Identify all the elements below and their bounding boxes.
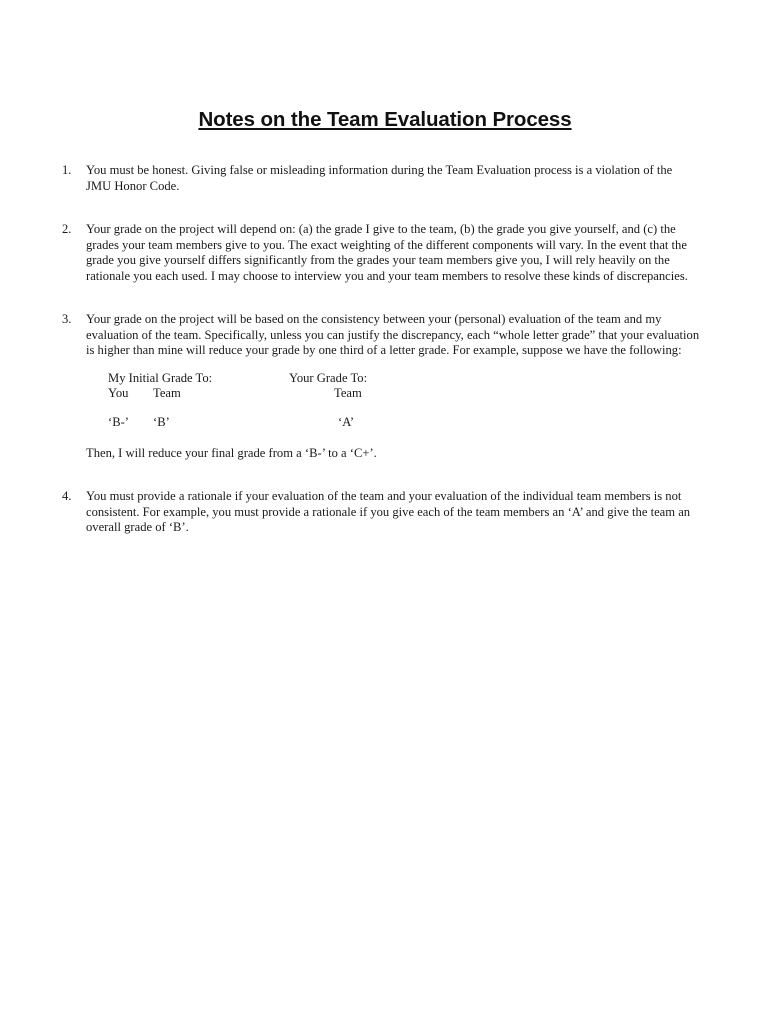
item-number: 2.: [62, 222, 72, 236]
item-number: 4.: [62, 489, 72, 503]
your-grade-heading: Your Grade To:: [289, 371, 368, 385]
your-grade-team-value: ‘A’: [338, 415, 355, 429]
text-line: You must be honest. Giving false or misleading information during the Team Evaluation process is a violation of the: [86, 163, 673, 177]
text-line: JMU Honor Code.: [86, 178, 180, 193]
my-grade-you-label: You: [108, 386, 129, 400]
text-line: consistent. For example, you must provide a rationale if you give each of the team members an ‘A’ and give the team an: [86, 504, 691, 519]
text-line: rationale you each used. I may choose to interview you and your team members to resolve these kinds of discrepancies.: [86, 268, 688, 283]
item-number: 3.: [62, 312, 72, 326]
text-line: evaluation of the team. Specifically, unless you can justify the discrepancy, each “whole letter grade” that your evaluation: [86, 327, 700, 342]
my-grade-team-label: Team: [153, 386, 181, 400]
my-grade-heading: My Initial Grade To:: [108, 371, 213, 385]
item-text: [86, 489, 711, 536]
item-text: [86, 312, 711, 359]
text-line: is higher than mine will reduce your grade by one third of a letter grade. For example, suppose we have the following:: [86, 343, 682, 358]
text-line: Your grade on the project will be based on the consistency between your (personal) evaluation of the team and my: [86, 312, 662, 326]
example-conclusion: Then, I will reduce your final grade from a ‘B-’ to a ‘C+’.: [86, 446, 377, 460]
text-line: You must provide a rationale if your evaluation of the team and your evaluation of the individual team members is not: [86, 489, 682, 503]
text-line: grades your team members give to you. The exact weighting of the different components will vary. In the event that the: [86, 237, 687, 252]
item-number: 1.: [62, 163, 72, 177]
item-text: [86, 222, 711, 284]
text-line: overall grade of ‘B’.: [86, 520, 189, 535]
text-line: Your grade on the project will depend on: (a) the grade I give to the team, (b) the grade you give yourself, and (c) the: [86, 222, 676, 236]
your-grade-team-label: Team: [334, 386, 362, 400]
item-text: [86, 163, 711, 194]
my-grade-you-value: ‘B-’: [108, 415, 129, 429]
text-line: grade you give yourself differs significantly from the grades your team members give you, I will rely heavily on the: [86, 253, 670, 268]
my-grade-team-value: ‘B’: [153, 415, 170, 429]
page-title: Notes on the Team Evaluation Process: [198, 108, 572, 131]
